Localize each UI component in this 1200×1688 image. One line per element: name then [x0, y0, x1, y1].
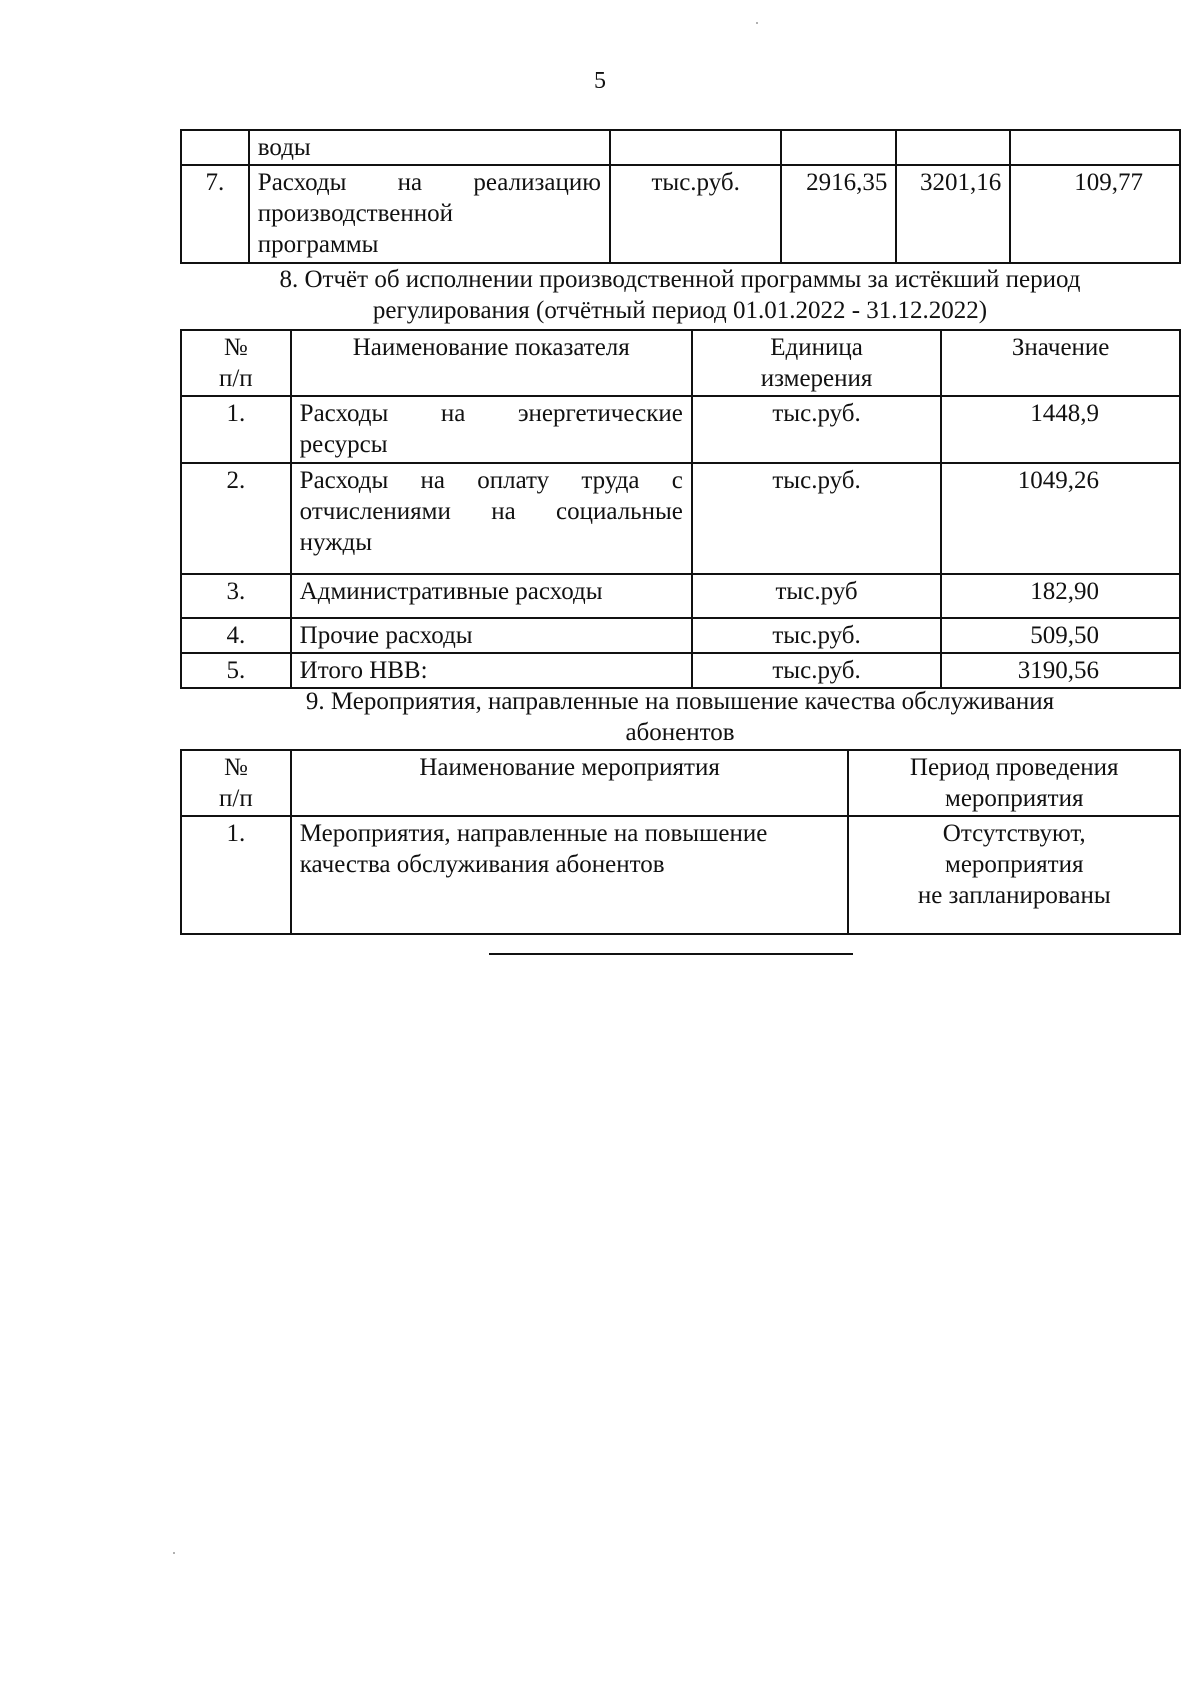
header-num-line: №: [223, 334, 248, 361]
header-period: [848, 750, 1180, 816]
header-name: Наименование мероприятия: [291, 750, 849, 816]
cell-name: Прочие расходы: [291, 618, 692, 653]
table-row: [181, 816, 1180, 934]
header-num-line: п/п: [218, 365, 253, 392]
table-row: [181, 165, 1180, 263]
cell-num: [181, 130, 249, 165]
section-9-heading: [180, 686, 1180, 748]
period-line: Отсутствуют,: [942, 820, 1086, 847]
page-number: 5: [594, 68, 606, 94]
cell-num: 3.: [181, 574, 291, 618]
cell-value-3: [1010, 130, 1180, 165]
heading-line: регулирования (отчётный период 01.01.2022 - 31.12.2022): [372, 297, 988, 324]
cell-value: 1448,9: [941, 396, 1180, 463]
cell-value: 1049,26: [941, 463, 1180, 574]
table-row: [181, 130, 1180, 165]
cell-name: воды: [249, 130, 610, 165]
table-row: [181, 396, 1180, 463]
cell-value: 182,90: [941, 574, 1180, 618]
cell-value-2: [896, 130, 1010, 165]
table-header-row: [181, 330, 1180, 396]
header-num: [181, 330, 291, 396]
section-8-heading: [180, 264, 1180, 326]
service-quality-measures-table: [180, 749, 1181, 935]
cell-num: 2.: [181, 463, 291, 574]
cell-unit: тыс.руб.: [692, 396, 941, 463]
cell-unit: тыс.руб.: [610, 165, 782, 263]
cell-unit: тыс.руб.: [692, 618, 941, 653]
header-period-line: мероприятия: [945, 785, 1084, 812]
cell-value-2: 3201,16: [896, 165, 1010, 263]
heading-line: абонентов: [625, 719, 735, 746]
cell-value-1: 2916,35: [781, 165, 896, 263]
heading-line: 8. Отчёт об исполнении производственной программы за истёкший период: [279, 266, 1081, 293]
table-row: [181, 463, 1180, 574]
scan-speck: [173, 1552, 175, 1554]
cell-name: Итого НВВ:: [291, 653, 692, 688]
cell-unit: [610, 130, 782, 165]
header-num: [181, 750, 291, 816]
cell-value-3: 109,77: [1010, 165, 1180, 263]
name-line: Расходы на реализацию: [257, 169, 601, 196]
cell-unit: тыс.руб.: [692, 463, 941, 574]
header-value: Значение: [941, 330, 1180, 396]
header-unit-line: измерения: [760, 365, 873, 392]
header-name: Наименование показателя: [291, 330, 692, 396]
production-report-table: [180, 329, 1181, 689]
cell-num: 7.: [181, 165, 249, 263]
header-unit-line: Единица: [770, 334, 863, 361]
cell-value-1: [781, 130, 896, 165]
table-row: [181, 618, 1180, 653]
cell-name: Расходы на оплату труда с отчислениями на социальные нужды: [291, 463, 692, 574]
cell-name: Административные расходы: [291, 574, 692, 618]
period-line: мероприятия: [945, 851, 1084, 878]
closing-rule: [489, 953, 853, 955]
cell-num: 1.: [181, 396, 291, 463]
name-line: программы: [257, 231, 379, 258]
table-row: [181, 574, 1180, 618]
scan-speck: [756, 22, 758, 24]
cell-value: 3190,56: [941, 653, 1180, 688]
cell-name: [249, 165, 610, 263]
cell-name: Мероприятия, направленные на повышение качества обслуживания абонентов: [291, 816, 849, 934]
cell-num: 5.: [181, 653, 291, 688]
table-header-row: [181, 750, 1180, 816]
cell-unit: тыс.руб: [692, 574, 941, 618]
header-period-line: Период проведения: [909, 754, 1119, 781]
table-row: [181, 653, 1180, 688]
header-num-line: п/п: [219, 785, 253, 812]
cell-unit: тыс.руб.: [692, 653, 941, 688]
cell-name: Расходы на энергетические ресурсы: [291, 396, 692, 463]
cell-period: [848, 816, 1180, 934]
name-line: производственной: [257, 200, 453, 227]
cell-num: 4.: [181, 618, 291, 653]
production-program-table-continued: [180, 129, 1181, 264]
header-num-line: №: [223, 754, 248, 781]
period-line: не запланированы: [917, 882, 1111, 909]
cell-num: 1.: [181, 816, 291, 934]
cell-value: 509,50: [941, 618, 1180, 653]
heading-line: 9. Мероприятия, направленные на повышение качества обслуживания: [305, 688, 1055, 715]
header-unit: [692, 330, 941, 396]
